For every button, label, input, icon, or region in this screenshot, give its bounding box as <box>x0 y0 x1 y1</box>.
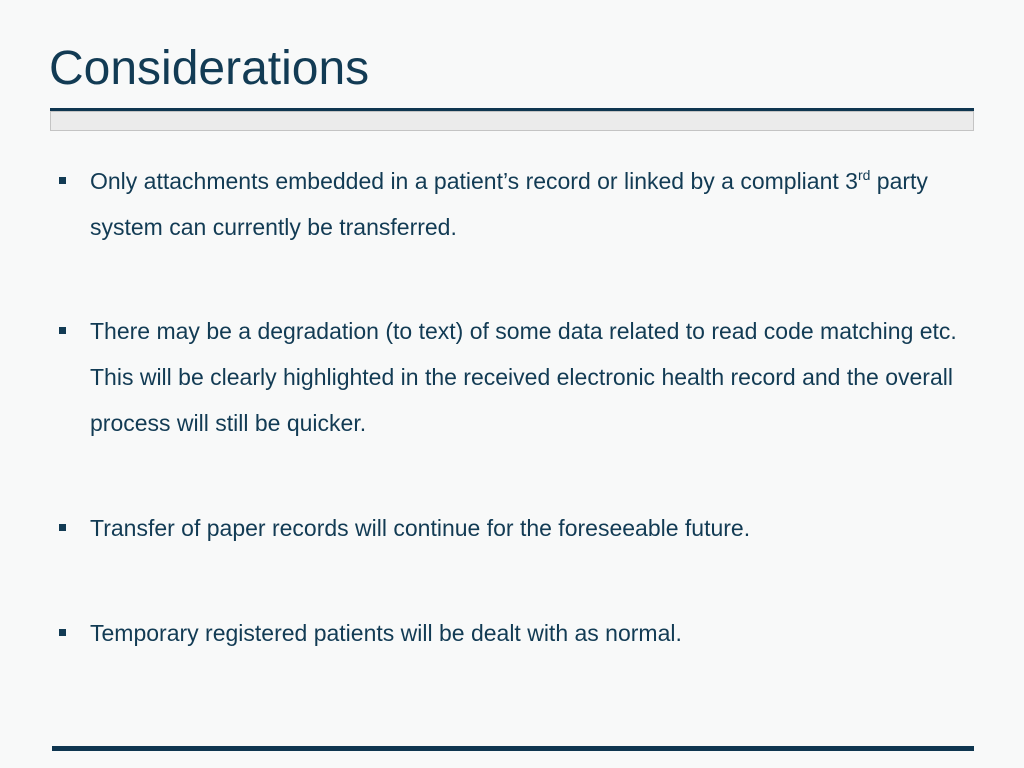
square-bullet-icon <box>59 177 66 184</box>
square-bullet-icon <box>59 629 66 636</box>
bottom-rule <box>52 746 974 751</box>
bullet-text: Transfer of paper records will continue for the foreseeable future. <box>90 515 751 541</box>
superscript-ordinal: rd <box>857 167 871 183</box>
square-bullet-icon <box>59 524 66 531</box>
slide-title: Considerations <box>49 42 370 95</box>
bullet-text-part: Only attachments embedded in a patient’s record or linked by a compliant 3 <box>90 168 858 194</box>
bullet-text: There may be a degradation (to text) of some data related to read code matching etc. This will be clearly highlighted in the received electronic health record and the overall process will still be quicker. <box>90 318 957 436</box>
bullet-text-part: party system can currently be transferred. <box>90 168 928 240</box>
bullet-text: Temporary registered patients will be dealt with as normal. <box>90 620 682 646</box>
square-bullet-icon <box>59 327 66 334</box>
title-gray-band <box>50 111 974 131</box>
bullet-text <box>90 158 970 250</box>
